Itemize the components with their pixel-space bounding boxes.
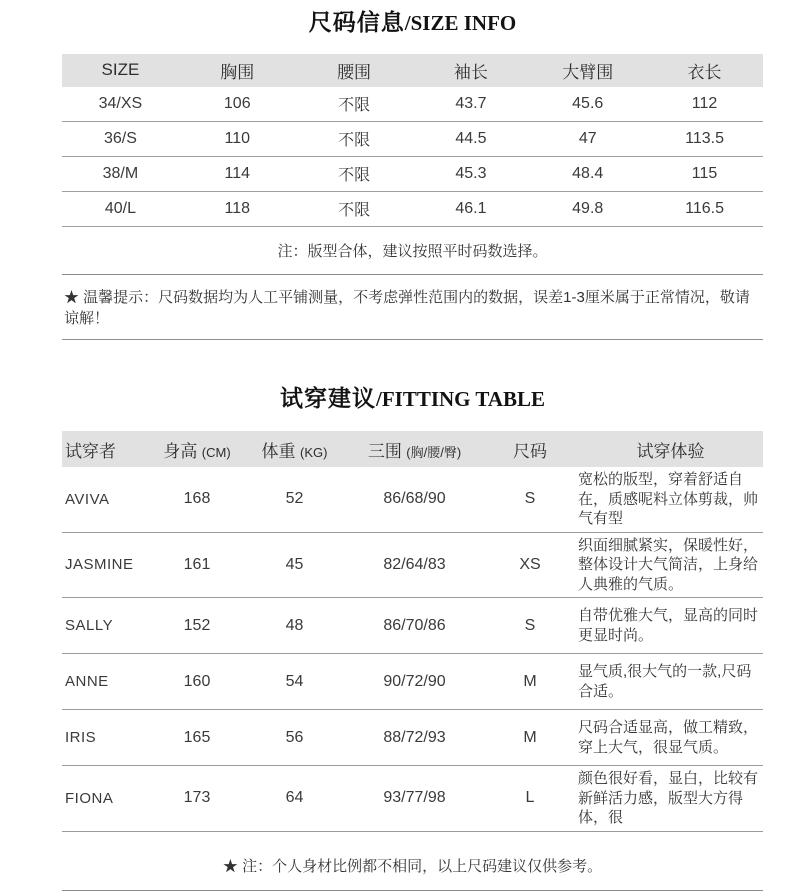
sleeve-cell: 44.5 xyxy=(455,129,487,147)
fitting-row xyxy=(62,467,763,533)
tester-measurements: 93/77/98 xyxy=(383,789,446,807)
waist-col-header: 腰围 xyxy=(337,62,372,82)
tester-measurements: 86/70/86 xyxy=(383,616,446,634)
fitting-title-slash: / xyxy=(375,386,382,411)
tester-measurements: 88/72/93 xyxy=(383,728,446,746)
waist-cell: 不限 xyxy=(338,167,371,185)
length-col-header: 衣长 xyxy=(687,62,722,82)
length-cell: 116.5 xyxy=(685,199,724,217)
tester-weight: 54 xyxy=(285,672,304,690)
size-warning: ★ 温馨提示：尺码数据均为人工平铺测量，不考虑弹性范围内的数据，误差1-3厘米属于正常情况，敬请谅解！ xyxy=(62,274,763,340)
fitting-table-header xyxy=(62,431,763,467)
tester-size: S xyxy=(524,490,536,508)
measurements-col-header: 三围 (胸/腰/臀) xyxy=(367,441,462,461)
fitting-row xyxy=(62,533,763,599)
size-col-header: SIZE xyxy=(101,60,140,80)
tester-name: FIONA xyxy=(65,789,114,807)
tester-experience: 颜色很好看，显白，比较有新鲜活力感，版型大方得体，很 xyxy=(578,770,759,827)
size-info-title xyxy=(62,0,763,37)
length-cell: 113.5 xyxy=(685,129,724,147)
tester-size: M xyxy=(523,728,537,746)
size-note: 注：版型合体，建议按照平时码数选择。 xyxy=(277,242,548,260)
tester-size: M xyxy=(523,672,537,690)
bust-cell: 106 xyxy=(223,94,251,112)
tester-experience: 自带优雅大气，显高的同时更显时尚。 xyxy=(578,607,759,644)
upper-arm-cell: 47 xyxy=(578,129,597,147)
page-content xyxy=(62,0,763,891)
size-row xyxy=(62,122,763,157)
upper-arm-cell: 48.4 xyxy=(572,164,604,182)
size-row xyxy=(62,87,763,122)
tester-height: 161 xyxy=(183,555,211,573)
height-col-header: 身高 (CM) xyxy=(163,441,231,461)
tester-experience: 宽松的版型，穿着舒适自在，质感呢料立体剪裁，帅气有型 xyxy=(578,471,759,528)
waist-cell: 不限 xyxy=(338,132,371,150)
tester-size: XS xyxy=(519,555,541,573)
tester-height: 173 xyxy=(183,789,211,807)
tester-name: IRIS xyxy=(65,729,97,747)
tester-experience: 尺码合适显高，做工精致，穿上大气，很显气质。 xyxy=(578,719,759,756)
size-cell: 38/M xyxy=(102,164,139,182)
upper-arm-col-header: 大臂围 xyxy=(562,62,614,82)
tester-col-header: 试穿者 xyxy=(65,441,116,461)
size-info-title-en: SIZE INFO xyxy=(410,11,517,35)
tester-size: L xyxy=(525,789,535,807)
length-cell: 115 xyxy=(691,164,718,182)
tester-height: 165 xyxy=(183,728,211,746)
bust-col-header: 胸围 xyxy=(220,62,255,82)
upper-arm-cell: 45.6 xyxy=(572,94,604,112)
fitting-row xyxy=(62,710,763,766)
size-cell: 36/S xyxy=(103,129,137,147)
tester-height: 152 xyxy=(183,616,211,634)
size-col-header: 尺码 xyxy=(513,441,547,461)
fitting-table xyxy=(62,431,763,832)
sleeve-cell: 46.1 xyxy=(455,199,487,217)
size-table-header xyxy=(62,54,763,87)
size-table xyxy=(62,54,763,227)
fitting-footer-note: ★ 注：个人身材比例都不相同，以上尺码建议仅供参考。 xyxy=(222,857,603,875)
sleeve-col-header: 袖长 xyxy=(453,62,488,82)
tester-experience: 织面细腻紧实，保暖性好，整体设计大气简洁，上身给人典雅的气质。 xyxy=(578,536,759,593)
size-cell: 40/L xyxy=(104,199,136,217)
tester-height: 160 xyxy=(183,672,211,690)
tester-measurements: 90/72/90 xyxy=(383,672,446,690)
fitting-title xyxy=(62,385,763,413)
tester-measurements: 82/64/83 xyxy=(383,555,446,573)
tester-experience: 显气质,很大气的一款,尺码合适。 xyxy=(578,663,752,700)
length-cell: 112 xyxy=(691,94,718,112)
tester-name: AVIVA xyxy=(65,490,110,508)
fitting-row xyxy=(62,654,763,710)
tester-weight: 52 xyxy=(285,490,304,508)
size-info-title-slash: / xyxy=(404,11,411,35)
fitting-row xyxy=(62,766,763,832)
tester-weight: 64 xyxy=(285,789,304,807)
size-cell: 34/XS xyxy=(98,94,143,112)
tester-name: ANNE xyxy=(65,673,109,691)
fitting-row xyxy=(62,598,763,654)
bust-cell: 110 xyxy=(224,129,250,147)
tester-measurements: 86/68/90 xyxy=(383,490,446,508)
tester-weight: 56 xyxy=(285,728,304,746)
fitting-title-en: FITTING TABLE xyxy=(381,386,546,411)
fitting-title-zh: 试穿建议 xyxy=(279,384,376,411)
bust-cell: 114 xyxy=(224,164,250,182)
tester-weight: 48 xyxy=(285,616,304,634)
size-info-title-zh: 尺码信息 xyxy=(308,9,405,35)
tester-name: JASMINE xyxy=(65,556,134,574)
sleeve-cell: 45.3 xyxy=(455,164,487,182)
upper-arm-cell: 49.8 xyxy=(572,199,604,217)
weight-col-header: 体重 (KG) xyxy=(261,441,328,461)
bust-cell: 118 xyxy=(224,199,250,217)
waist-cell: 不限 xyxy=(338,97,371,115)
sleeve-cell: 43.7 xyxy=(455,94,487,112)
size-row xyxy=(62,157,763,192)
waist-cell: 不限 xyxy=(338,202,371,220)
experience-col-header: 试穿体验 xyxy=(636,441,705,461)
tester-size: S xyxy=(524,616,536,634)
tester-name: SALLY xyxy=(65,617,114,635)
size-row xyxy=(62,192,763,227)
tester-height: 168 xyxy=(183,490,211,508)
tester-weight: 45 xyxy=(285,555,304,573)
